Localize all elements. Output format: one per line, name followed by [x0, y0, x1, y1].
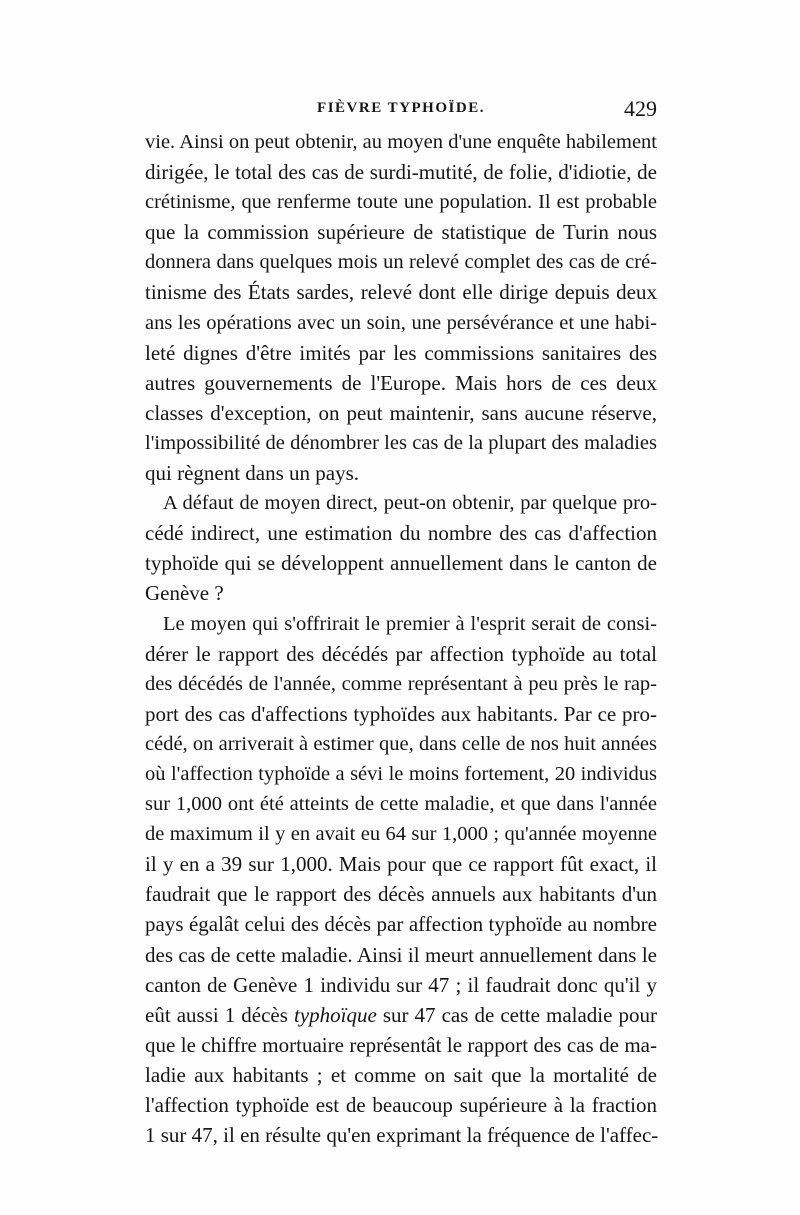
text-line: des cas de cette maladie. Ainsi il meurt annuellement dans le	[145, 942, 657, 967]
text-line	[145, 1000, 657, 1030]
text-line: où l'affection typhoïde a sévi le moins fortement, 20 individus	[145, 762, 657, 785]
text-line: l'affection typhoïde est de beaucoup supérieure à la fraction	[145, 1093, 657, 1117]
text-line: A défaut de moyen direct, peut-on obtenir, par quelque pro-	[163, 492, 657, 515]
text-line: canton de Genève 1 individu sur 47 ; il faudrait donc qu'il y	[145, 972, 657, 997]
text-line: cédé, on arriverait à estimer que, dans celle de nos huit années	[145, 732, 657, 755]
text-line: autres gouvernements de l'Europe. Mais hors de ces deux	[145, 370, 657, 395]
body-text	[145, 127, 657, 1150]
text-line: Genève ?	[145, 581, 224, 606]
text-segment: eût aussi 1 décès	[145, 1002, 294, 1027]
text-line: des décédés de l'année, comme représentant à peu près le rap-	[145, 672, 657, 695]
text-line: crétinisme, que renferme toute une population. Il est probable	[145, 191, 657, 214]
running-title: FIÈVRE TYPHOÏDE.	[317, 100, 485, 116]
page-number: 429	[624, 96, 657, 121]
text-line: donnera dans quelques mois un relevé complet des cas de cré-	[145, 251, 657, 274]
text-line: ans les opérations avec un soin, une persévérance et une habi-	[145, 311, 657, 334]
text-line: pays égalât celui des décès par affection typhoïde au nombre	[145, 912, 657, 937]
text-line: il y en a 39 sur 1,000. Mais pour que ce rapport fût exact, il	[145, 852, 657, 877]
running-head	[145, 96, 657, 124]
text-line: de maximum il y en avait eu 64 sur 1,000 ; qu'année moyenne	[145, 823, 657, 846]
text-line: tinisme des États sardes, relevé dont elle dirige depuis deux	[145, 280, 657, 305]
text-line: port des cas d'affections typhoïdes aux habitants. Par ce pro-	[145, 701, 657, 726]
text-line: cédé indirect, une estimation du nombre des cas d'affection	[145, 521, 657, 546]
text-line: ladie aux habitants ; et comme on sait que la mortalité de	[145, 1062, 657, 1087]
text-line: vie. Ainsi on peut obtenir, au moyen d'une enquête habilement	[145, 131, 657, 153]
italic-word: typhoïque	[293, 1002, 377, 1027]
text-line: Le moyen qui s'offrirait le premier à l'esprit serait de consi-	[163, 612, 657, 635]
text-segment: sur 47 cas de cette maladie pour	[376, 1002, 658, 1027]
text-line: l'impossibilité de dénombrer les cas de la plupart des maladies	[145, 431, 657, 454]
text-line: dérer le rapport des décédés par affection typhoïde au total	[145, 641, 657, 666]
text-line: dirigée, le total des cas de surdi-mutité, de folie, d'idiotie, de	[145, 160, 657, 185]
text-line: sur 1,000 ont été atteints de cette maladie, et que dans l'année	[145, 793, 657, 816]
text-line: que la commission supérieure de statistique de Turin nous	[145, 220, 657, 245]
text-line: classes d'exception, on peut maintenir, sans aucune réserve,	[145, 400, 657, 425]
text-line: qui règnent dans un pays.	[145, 461, 360, 486]
text-line: 1 sur 47, il en résulte qu'en exprimant la fréquence de l'affec-	[145, 1123, 659, 1148]
text-line: faudrait que le rapport des décès annuels aux habitants d'un	[145, 882, 657, 907]
text-line: que le chiffre mortuaire représentât le rapport des cas de ma-	[145, 1032, 657, 1057]
text-line: typhoïde qui se développent annuellement dans le canton de	[145, 551, 657, 576]
text-line: leté dignes d'être imités par les commissions sanitaires des	[145, 340, 657, 365]
